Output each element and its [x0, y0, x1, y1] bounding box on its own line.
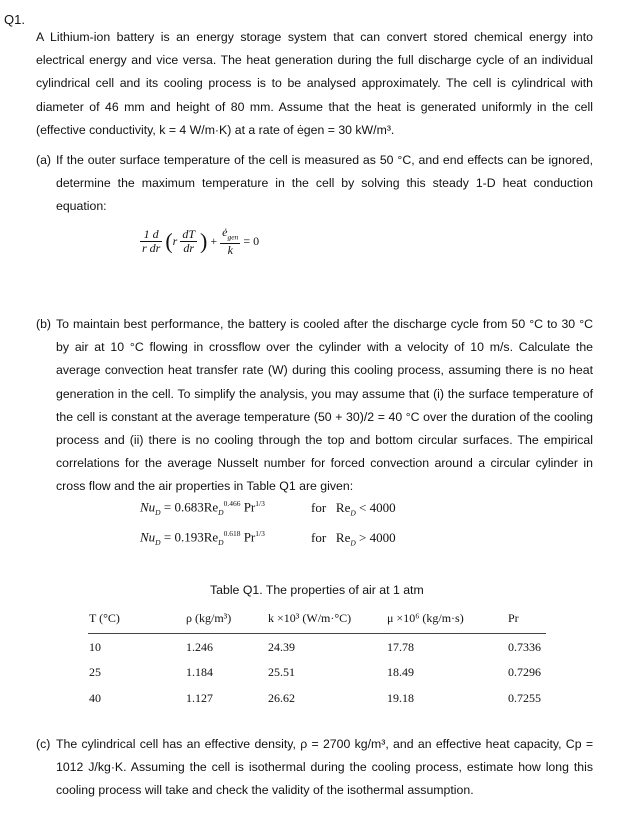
- question-number: Q1.: [4, 12, 25, 27]
- cell-t: 25: [89, 665, 101, 679]
- cell-mu: 17.78: [387, 640, 414, 654]
- table-caption: Table Q1. The properties of air at 1 atm: [210, 583, 424, 597]
- corr2-coef: 0.193: [174, 529, 204, 545]
- cell-pr: 0.7255: [508, 691, 541, 705]
- cell-k: 24.39: [268, 640, 295, 654]
- table-header-pr: Pr: [508, 611, 519, 625]
- cell-rho: 1.184: [186, 665, 213, 679]
- corr2-re-exp: 0.618: [223, 529, 241, 538]
- cell-k: 25.51: [268, 665, 295, 679]
- corr1-cond-text: for: [311, 500, 327, 515]
- cell-pr: 0.7336: [508, 640, 541, 654]
- part-b-text: To maintain best performance, the battery is cooled after the discharge cycle from 50 °C to 30 °C by air at 10 °C flowing in crossflow over the cylinder with a velocity of 10 m/s. Calculate the average convection heat transfer rate (W) during this cooling process, assuming there is no heat generation in the cell. To simplify the analysis, you may assume that (i) the surface temperature of the cell is constant at the average temperature (50 + 30)/2 = 40 °C over the duration of the cooling process and (ii) there is no cooling through the top and bottom circular surfaces. The empirical correlations for the average Nusselt number for forced convection around a circular cylinder in cross flow and the air properties in Table Q1 are given:: [56, 317, 593, 494]
- cell-mu: 19.18: [387, 691, 414, 705]
- correlation-2-condition: for $Re_D > 4000$: [311, 530, 396, 548]
- intro-paragraph: A Lithium-ion battery is an energy storage system that can convert stored chemical energy into electrical energy and vice versa. The heat generation during the full discharge cycle of an individual cylindrical cell and its cooling process is to be analysed approximately. The cell is cylindrical with diameter of 46 mm and height of 80 mm. Assume that the heat is generated uniformly in the cell (effective conductivity, k = 4 W/m·K) at a rate of ėgen = 30 kW/m³.: [36, 30, 593, 137]
- cell-mu: 18.49: [387, 665, 414, 679]
- cell-k: 26.62: [268, 691, 295, 705]
- table-header-rho: ρ (kg/m³): [186, 611, 232, 625]
- table-header-k: k ×10³ (W/m·°C): [268, 611, 352, 625]
- correlation-1-condition: for $Re_D < 4000$: [311, 500, 396, 518]
- part-b-label: (b): [36, 317, 52, 331]
- table-header-mu: μ ×10⁶ (kg/m·s): [387, 611, 464, 625]
- part-c-text: The cylindrical cell has an effective density, ρ = 2700 kg/m³, and an effective heat capacity, Cp = 1012 J/kg·K. Assuming the cell is isothermal during the cooling process, estimate how long this cooling process will take and check the validity of the isothermal assumption.: [56, 737, 593, 798]
- cell-t: 10: [89, 640, 101, 654]
- table-header-t: T (°C): [89, 611, 120, 625]
- cell-rho: 1.246: [186, 640, 213, 654]
- corr2-cond-op: > 4000: [359, 530, 396, 545]
- table-header-rule: [88, 633, 546, 634]
- corr1-cond-op: < 4000: [359, 500, 396, 515]
- part-a-text: If the outer surface temperature of the cell is measured as 50 °C, and end effects can be ignored, determine the maximum temperature in the cell by solving this steady 1-D heat conduction equation:: [56, 153, 593, 214]
- cell-t: 40: [89, 691, 101, 705]
- corr1-pr-exp: 1/3: [255, 499, 265, 508]
- cell-pr: 0.7296: [508, 665, 541, 679]
- heat-conduction-equation: $\frac{1 d}{\text{r dr}}$ (r $\frac{dT}{dr}$ ) + $\frac{ė_{gen}}{k}$ = 0: [142, 225, 260, 258]
- nusselt-correlation-2: $Nu_D = 0.193Re_D^{0.618}$ $Pr^{1/3}$: [140, 529, 265, 547]
- nusselt-correlation-1: $Nu_D = 0.683Re_D^{0.466}$ $Pr^{1/3}$: [140, 499, 265, 517]
- part-c: [36, 733, 593, 803]
- cell-rho: 1.127: [186, 691, 213, 705]
- corr1-re-exp: 0.466: [223, 499, 241, 508]
- corr1-coef: 0.683: [174, 499, 204, 515]
- part-a-label: (a): [36, 153, 52, 167]
- corr2-pr-exp: 1/3: [255, 529, 265, 538]
- part-c-label: (c): [36, 737, 51, 751]
- corr2-cond-text: for: [311, 530, 327, 545]
